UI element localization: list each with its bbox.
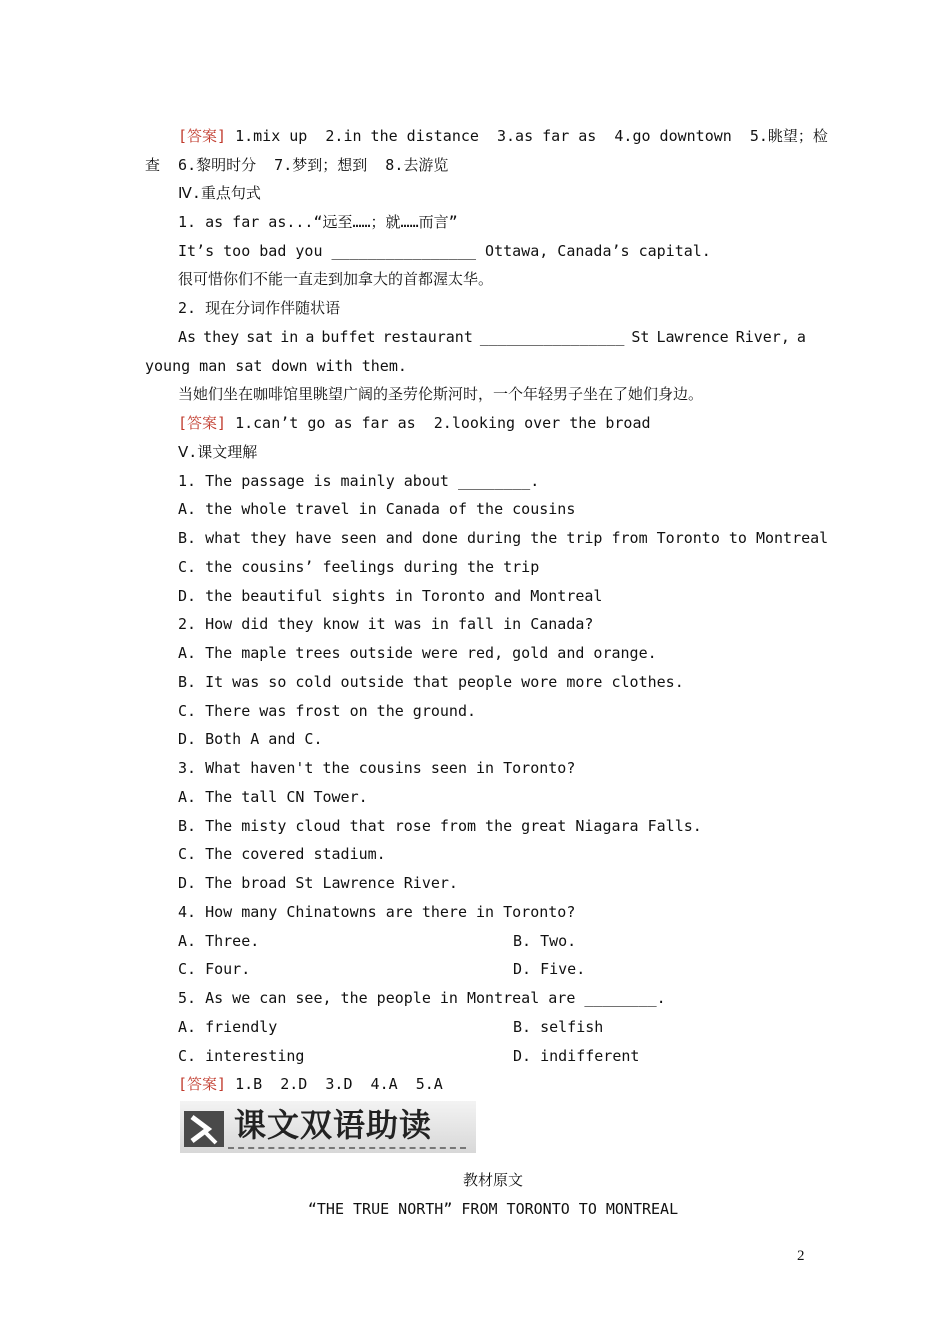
word: buffet	[321, 328, 376, 346]
vocab-answer-text: 1.mix up 2.in the distance 3.as far as 4.go downtown 5.眺望；检	[226, 127, 828, 145]
q5-option-c: C. interesting	[178, 1047, 305, 1065]
section4-item2-english	[178, 327, 806, 347]
q2-option-d: D. Both A and C.	[178, 730, 323, 748]
banner-dashed-divider	[228, 1147, 466, 1149]
q4-option-c: C. Four.	[178, 960, 251, 978]
text-title: “THE TRUE NORTH” FROM TORONTO TO MONTREAL	[307, 1200, 679, 1218]
word: sat	[246, 328, 274, 346]
q1-option-b: B. what they have seen and done during the trip from Toronto to Montreal	[178, 529, 829, 547]
word: River,	[735, 328, 790, 346]
q4-option-d: D. Five.	[513, 960, 586, 978]
section4-answer-text: 1.can’t go as far as 2.looking over the broad	[226, 414, 651, 432]
q5-option-b: B. selfish	[513, 1018, 604, 1036]
vocab-answer-line-2: 查 6.黎明时分 7.梦到；想到 8.去游览	[145, 156, 449, 174]
section4-item2-chinese: 当她们坐在咖啡馆里眺望广阔的圣劳伦斯河时，一个年轻男子坐在了她们身边。	[178, 385, 704, 403]
question-1: 1. The passage is mainly about ________.	[178, 472, 540, 490]
q2-option-a: A. The maple trees outside were red, gold and orange.	[178, 644, 657, 662]
word: a	[796, 328, 806, 346]
word: they	[203, 328, 240, 346]
question-5: 5. As we can see, the people in Montreal are ________.	[178, 989, 666, 1007]
word: St	[631, 328, 650, 346]
answer-tag: [答案]	[178, 414, 227, 432]
question-4: 4. How many Chinatowns are there in Toronto?	[178, 903, 576, 921]
section4-heading: Ⅳ.重点句式	[178, 184, 261, 202]
question-3: 3. What haven't the cousins seen in Toronto?	[178, 759, 576, 777]
q3-option-c: C. The covered stadium.	[178, 845, 386, 863]
section4-item1-title: 1. as far as...“远至……；就……而言”	[178, 213, 458, 231]
q1-option-a: A. the whole travel in Canada of the cousins	[178, 500, 576, 518]
q3-option-d: D. The broad St Lawrence River.	[178, 874, 458, 892]
q2-option-c: C. There was frost on the ground.	[178, 702, 477, 720]
word: in	[280, 328, 299, 346]
q3-option-a: A. The tall CN Tower.	[178, 788, 368, 806]
section4-item1-english: It’s too bad you ________________ Ottawa, Canada’s capital.	[178, 242, 711, 260]
original-text-label: 教材原文	[462, 1171, 523, 1189]
answer-tag: [答案]	[178, 1075, 227, 1093]
vocab-answer-line	[178, 126, 828, 146]
question-2: 2. How did they know it was in fall in Canada?	[178, 615, 594, 633]
banner-title: 课文双语助读	[234, 1106, 433, 1144]
q2-option-b: B. It was so cold outside that people wore more clothes.	[178, 673, 684, 691]
page-number: 2	[797, 1248, 805, 1264]
section5-answer-text: 1.B 2.D 3.D 4.A 5.A	[226, 1075, 443, 1093]
section4-item1-chinese: 很可惜你们不能一直走到加拿大的首都渥太华。	[178, 270, 494, 288]
section5-heading: Ⅴ.课文理解	[178, 443, 258, 461]
q1-option-c: C. the cousins’ feelings during the trip	[178, 558, 540, 576]
answer-tag: [答案]	[178, 127, 227, 145]
q4-option-b: B. Two.	[513, 932, 577, 950]
word: restaurant	[382, 328, 473, 346]
word: As	[178, 328, 197, 346]
blank: ________________	[479, 328, 625, 346]
section-banner	[180, 1101, 476, 1153]
q5-option-a: A. friendly	[178, 1018, 278, 1036]
section4-item2-title: 2. 现在分词作伴随状语	[178, 299, 341, 317]
chevron-right-icon	[184, 1111, 224, 1147]
section5-answer-line	[178, 1074, 443, 1094]
section4-answer-line	[178, 413, 651, 433]
q4-option-a: A. Three.	[178, 932, 260, 950]
q1-option-d: D. the beautiful sights in Toronto and Montreal	[178, 587, 603, 605]
word: Lawrence	[656, 328, 729, 346]
section4-item2-english-cont: young man sat down with them.	[145, 357, 407, 375]
word: a	[305, 328, 315, 346]
q3-option-b: B. The misty cloud that rose from the great Niagara Falls.	[178, 817, 702, 835]
q5-option-d: D. indifferent	[513, 1047, 640, 1065]
